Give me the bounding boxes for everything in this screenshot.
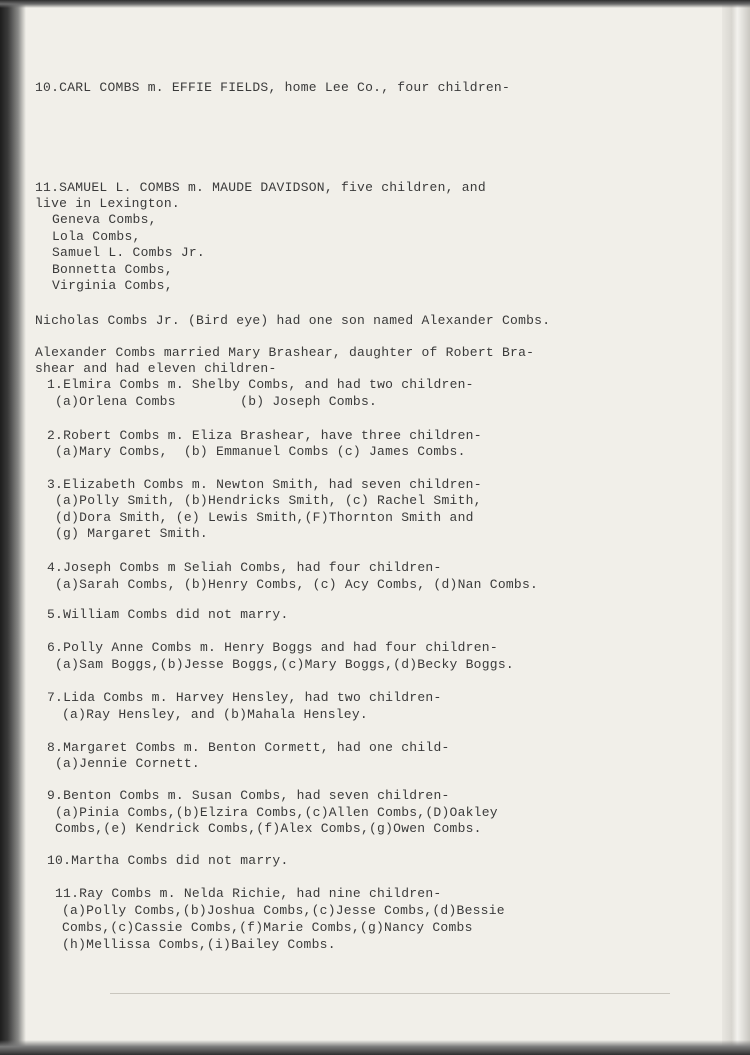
text-line: live in Lexington. — [35, 196, 180, 211]
grandchildren-line: (a)Sam Boggs,(b)Jesse Boggs,(c)Mary Boggs,(d)Becky Boggs. — [55, 657, 514, 672]
child-entry-2: 2.Robert Combs m. Eliza Brashear, have three children- — [47, 428, 482, 443]
child-entry-7: 7.Lida Combs m. Harvey Hensley, had two children- — [47, 690, 442, 705]
grandchildren-line: (a)Orlena Combs (b) Joseph Combs. — [55, 394, 378, 409]
family-entry-alexander-combs: Alexander Combs married Mary Brashear, daughter of Robert Bra- — [35, 345, 535, 360]
child-entry-11: 11.Ray Combs m. Nelda Richie, had nine children- — [55, 886, 442, 901]
grandchildren-line: (a)Mary Combs, (b) Emmanuel Combs (c) James Combs. — [55, 444, 466, 459]
child-name: Virginia Combs, — [52, 278, 173, 293]
grandchildren-line: (a)Jennie Cornett. — [55, 756, 200, 771]
child-entry-10: 10.Martha Combs did not marry. — [47, 853, 289, 868]
grandchildren-line: (d)Dora Smith, (e) Lewis Smith,(F)Thornton Smith and — [55, 510, 474, 525]
grandchildren-line: (h)Mellissa Combs,(i)Bailey Combs. — [62, 937, 336, 952]
grandchildren-line: (a)Polly Combs,(b)Joshua Combs,(c)Jesse Combs,(d)Bessie — [62, 903, 505, 918]
grandchildren-line: (g) Margaret Smith. — [55, 526, 208, 541]
child-name: Bonnetta Combs, — [52, 262, 173, 277]
child-entry-8: 8.Margaret Combs m. Benton Cormett, had one child- — [47, 740, 450, 755]
text-line: shear and had eleven children- — [35, 361, 277, 376]
grandchildren-line: Combs,(c)Cassie Combs,(f)Marie Combs,(g)Nancy Combs — [62, 920, 473, 935]
child-entry-3: 3.Elizabeth Combs m. Newton Smith, had seven children- — [47, 477, 482, 492]
family-entry-samuel-combs: 11.SAMUEL L. COMBS m. MAUDE DAVIDSON, five children, and — [35, 180, 486, 195]
family-entry-nicholas-combs: Nicholas Combs Jr. (Bird eye) had one son named Alexander Combs. — [35, 313, 551, 328]
page-right-edge — [722, 0, 750, 1055]
grandchildren-line: Combs,(e) Kendrick Combs,(f)Alex Combs,(g)Owen Combs. — [55, 821, 482, 836]
child-name: Samuel L. Combs Jr. — [52, 245, 205, 260]
child-entry-9: 9.Benton Combs m. Susan Combs, had seven children- — [47, 788, 450, 803]
grandchildren-line: (a)Polly Smith, (b)Hendricks Smith, (c) Rachel Smith, — [55, 493, 482, 508]
child-entry-5: 5.William Combs did not marry. — [47, 607, 289, 622]
family-entry-carl-combs: 10.CARL COMBS m. EFFIE FIELDS, home Lee Co., four children- — [35, 80, 511, 95]
child-entry-4: 4.Joseph Combs m Seliah Combs, had four children- — [47, 560, 442, 575]
child-entry-6: 6.Polly Anne Combs m. Henry Boggs and had four children- — [47, 640, 498, 655]
binding-shadow — [0, 0, 26, 1055]
child-name: Lola Combs, — [52, 229, 141, 244]
child-name: Geneva Combs, — [52, 212, 157, 227]
grandchildren-line: (a)Ray Hensley, and (b)Mahala Hensley. — [62, 707, 368, 722]
bottom-edge-shadow — [0, 1040, 750, 1055]
child-entry-1: 1.Elmira Combs m. Shelby Combs, and had two children- — [47, 377, 474, 392]
top-edge-shadow — [0, 0, 750, 8]
grandchildren-line: (a)Pinia Combs,(b)Elzira Combs,(c)Allen Combs,(D)Oakley — [55, 805, 498, 820]
grandchildren-line: (a)Sarah Combs, (b)Henry Combs, (c) Acy Combs, (d)Nan Combs. — [55, 577, 539, 592]
